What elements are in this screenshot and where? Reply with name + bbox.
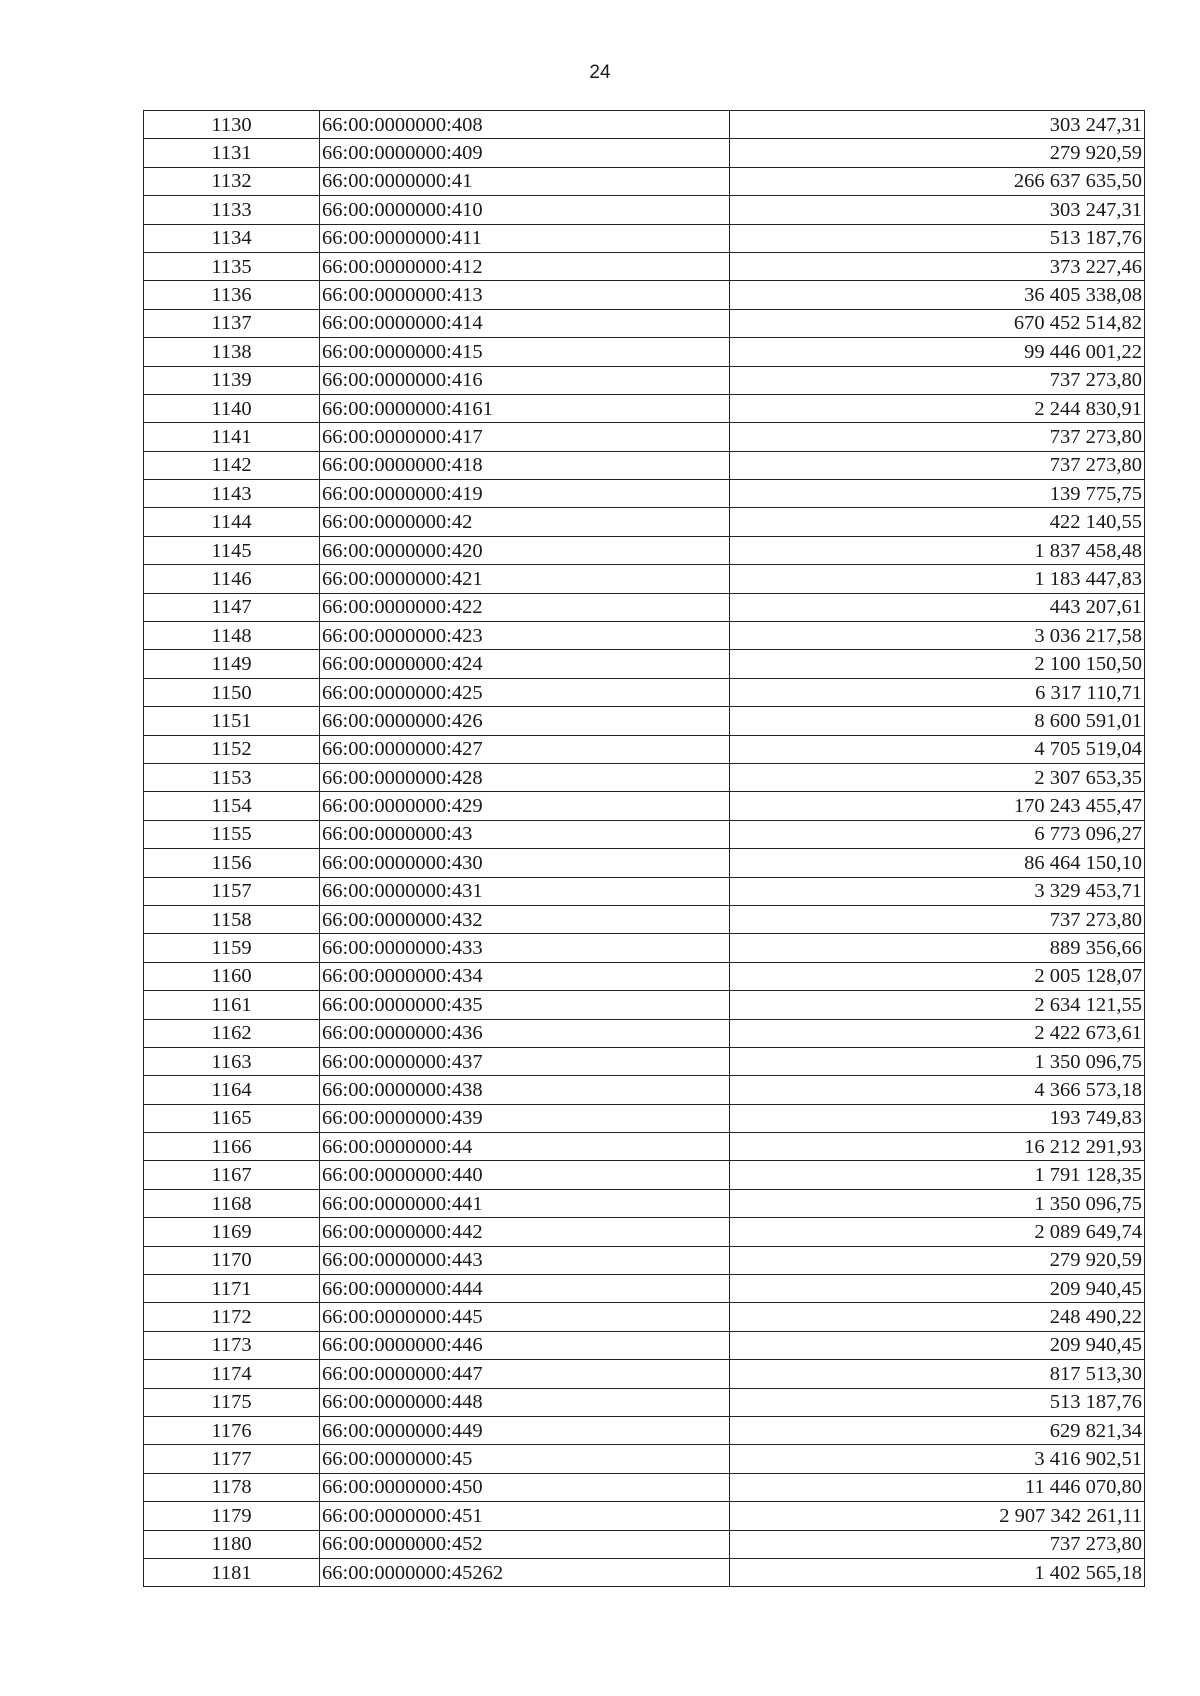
cadastral-number-cell: 66:00:0000000:452 (320, 1530, 730, 1558)
table-row (144, 792, 1145, 820)
cadastral-value-cell: 737 273,80 (730, 905, 1145, 933)
row-number-cell: 1153 (144, 763, 320, 791)
cadastral-value-cell: 11 446 070,80 (730, 1473, 1145, 1501)
cadastral-number-cell: 66:00:0000000:443 (320, 1246, 730, 1274)
cadastral-value-table (143, 110, 1145, 1587)
row-number-cell: 1135 (144, 252, 320, 280)
cadastral-number-cell: 66:00:0000000:436 (320, 1019, 730, 1047)
cadastral-number-cell: 66:00:0000000:423 (320, 622, 730, 650)
row-number-cell: 1130 (144, 111, 320, 139)
row-number-cell: 1143 (144, 480, 320, 508)
cadastral-number-cell: 66:00:0000000:451 (320, 1502, 730, 1530)
row-number-cell: 1154 (144, 792, 320, 820)
table-row (144, 1019, 1145, 1047)
table-row (144, 536, 1145, 564)
cadastral-value-cell: 670 452 514,82 (730, 309, 1145, 337)
row-number-cell: 1138 (144, 338, 320, 366)
cadastral-number-cell: 66:00:0000000:45262 (320, 1558, 730, 1586)
cadastral-number-cell: 66:00:0000000:421 (320, 565, 730, 593)
cadastral-number-cell: 66:00:0000000:445 (320, 1303, 730, 1331)
cadastral-value-cell: 817 513,30 (730, 1360, 1145, 1388)
table-row (144, 565, 1145, 593)
table-row (144, 1246, 1145, 1274)
cadastral-number-cell: 66:00:0000000:411 (320, 224, 730, 252)
table-row (144, 1416, 1145, 1444)
row-number-cell: 1149 (144, 650, 320, 678)
table-row (144, 1360, 1145, 1388)
row-number-cell: 1131 (144, 139, 320, 167)
cadastral-number-cell: 66:00:0000000:4161 (320, 394, 730, 422)
table-row (144, 1104, 1145, 1132)
cadastral-number-cell: 66:00:0000000:442 (320, 1218, 730, 1246)
cadastral-value-cell: 248 490,22 (730, 1303, 1145, 1331)
row-number-cell: 1139 (144, 366, 320, 394)
cadastral-value-cell: 170 243 455,47 (730, 792, 1145, 820)
table-row (144, 1076, 1145, 1104)
table-row (144, 366, 1145, 394)
cadastral-number-cell: 66:00:0000000:43 (320, 820, 730, 848)
cadastral-value-cell: 209 940,45 (730, 1331, 1145, 1359)
cadastral-value-cell: 1 350 096,75 (730, 1047, 1145, 1075)
cadastral-value-cell: 2 634 121,55 (730, 991, 1145, 1019)
table-row (144, 678, 1145, 706)
cadastral-value-cell: 1 183 447,83 (730, 565, 1145, 593)
cadastral-number-cell: 66:00:0000000:420 (320, 536, 730, 564)
row-number-cell: 1165 (144, 1104, 320, 1132)
cadastral-value-cell: 266 637 635,50 (730, 167, 1145, 195)
cadastral-number-cell: 66:00:0000000:434 (320, 962, 730, 990)
cadastral-number-cell: 66:00:0000000:422 (320, 593, 730, 621)
cadastral-value-cell: 2 005 128,07 (730, 962, 1145, 990)
table-row (144, 1303, 1145, 1331)
row-number-cell: 1172 (144, 1303, 320, 1331)
row-number-cell: 1174 (144, 1360, 320, 1388)
row-number-cell: 1158 (144, 905, 320, 933)
cadastral-value-cell: 8 600 591,01 (730, 707, 1145, 735)
row-number-cell: 1159 (144, 934, 320, 962)
row-number-cell: 1164 (144, 1076, 320, 1104)
cadastral-value-cell: 99 446 001,22 (730, 338, 1145, 366)
table-row (144, 451, 1145, 479)
row-number-cell: 1156 (144, 849, 320, 877)
table-row (144, 281, 1145, 309)
cadastral-number-cell: 66:00:0000000:449 (320, 1416, 730, 1444)
table-row (144, 877, 1145, 905)
row-number-cell: 1150 (144, 678, 320, 706)
cadastral-number-cell: 66:00:0000000:416 (320, 366, 730, 394)
cadastral-value-cell: 1 350 096,75 (730, 1189, 1145, 1217)
row-number-cell: 1134 (144, 224, 320, 252)
cadastral-number-cell: 66:00:0000000:431 (320, 877, 730, 905)
cadastral-value-cell: 2 089 649,74 (730, 1218, 1145, 1246)
row-number-cell: 1146 (144, 565, 320, 593)
table-row (144, 224, 1145, 252)
cadastral-number-cell: 66:00:0000000:446 (320, 1331, 730, 1359)
table-row (144, 139, 1145, 167)
cadastral-value-cell: 4 366 573,18 (730, 1076, 1145, 1104)
cadastral-number-cell: 66:00:0000000:417 (320, 423, 730, 451)
cadastral-value-cell: 3 329 453,71 (730, 877, 1145, 905)
cadastral-value-cell: 3 416 902,51 (730, 1445, 1145, 1473)
row-number-cell: 1169 (144, 1218, 320, 1246)
cadastral-number-cell: 66:00:0000000:441 (320, 1189, 730, 1217)
cadastral-value-cell: 279 920,59 (730, 139, 1145, 167)
cadastral-number-cell: 66:00:0000000:432 (320, 905, 730, 933)
cadastral-value-cell: 2 907 342 261,11 (730, 1502, 1145, 1530)
cadastral-value-cell: 737 273,80 (730, 366, 1145, 394)
table-row (144, 394, 1145, 422)
table-row (144, 735, 1145, 763)
cadastral-number-cell: 66:00:0000000:426 (320, 707, 730, 735)
table-row (144, 593, 1145, 621)
row-number-cell: 1132 (144, 167, 320, 195)
table-row (144, 934, 1145, 962)
cadastral-number-cell: 66:00:0000000:439 (320, 1104, 730, 1132)
table-row (144, 309, 1145, 337)
cadastral-value-cell: 737 273,80 (730, 451, 1145, 479)
cadastral-value-cell: 193 749,83 (730, 1104, 1145, 1132)
row-number-cell: 1166 (144, 1133, 320, 1161)
cadastral-value-cell: 513 187,76 (730, 224, 1145, 252)
cadastral-value-cell: 4 705 519,04 (730, 735, 1145, 763)
cadastral-number-cell: 66:00:0000000:424 (320, 650, 730, 678)
cadastral-value-cell: 373 227,46 (730, 252, 1145, 280)
table-row (144, 1445, 1145, 1473)
table-row (144, 905, 1145, 933)
cadastral-number-cell: 66:00:0000000:427 (320, 735, 730, 763)
cadastral-value-cell: 303 247,31 (730, 196, 1145, 224)
cadastral-number-cell: 66:00:0000000:444 (320, 1275, 730, 1303)
table-row (144, 1388, 1145, 1416)
cadastral-number-cell: 66:00:0000000:437 (320, 1047, 730, 1075)
table-row (144, 1502, 1145, 1530)
table-row (144, 338, 1145, 366)
cadastral-value-cell: 513 187,76 (730, 1388, 1145, 1416)
cadastral-value-cell: 889 356,66 (730, 934, 1145, 962)
cadastral-value-cell: 86 464 150,10 (730, 849, 1145, 877)
cadastral-number-cell: 66:00:0000000:438 (320, 1076, 730, 1104)
cadastral-number-cell: 66:00:0000000:435 (320, 991, 730, 1019)
row-number-cell: 1171 (144, 1275, 320, 1303)
table-row (144, 763, 1145, 791)
cadastral-value-cell: 1 402 565,18 (730, 1558, 1145, 1586)
cadastral-number-cell: 66:00:0000000:419 (320, 480, 730, 508)
cadastral-value-cell: 36 405 338,08 (730, 281, 1145, 309)
table-row (144, 1218, 1145, 1246)
table-row (144, 1133, 1145, 1161)
row-number-cell: 1170 (144, 1246, 320, 1274)
cadastral-value-cell: 303 247,31 (730, 111, 1145, 139)
row-number-cell: 1157 (144, 877, 320, 905)
cadastral-number-cell: 66:00:0000000:410 (320, 196, 730, 224)
table-row (144, 508, 1145, 536)
table-row (144, 650, 1145, 678)
table-row (144, 622, 1145, 650)
cadastral-number-cell: 66:00:0000000:41 (320, 167, 730, 195)
row-number-cell: 1178 (144, 1473, 320, 1501)
table-row (144, 991, 1145, 1019)
cadastral-number-cell: 66:00:0000000:429 (320, 792, 730, 820)
cadastral-value-cell: 737 273,80 (730, 423, 1145, 451)
table-row (144, 962, 1145, 990)
table-row (144, 1473, 1145, 1501)
table-row (144, 1189, 1145, 1217)
cadastral-value-cell: 279 920,59 (730, 1246, 1145, 1274)
cadastral-number-cell: 66:00:0000000:447 (320, 1360, 730, 1388)
cadastral-value-cell: 6 773 096,27 (730, 820, 1145, 848)
table-row (144, 820, 1145, 848)
row-number-cell: 1133 (144, 196, 320, 224)
row-number-cell: 1144 (144, 508, 320, 536)
row-number-cell: 1173 (144, 1331, 320, 1359)
row-number-cell: 1161 (144, 991, 320, 1019)
row-number-cell: 1167 (144, 1161, 320, 1189)
cadastral-value-cell: 2 422 673,61 (730, 1019, 1145, 1047)
cadastral-value-cell: 1 837 458,48 (730, 536, 1145, 564)
table-row (144, 196, 1145, 224)
cadastral-value-cell: 629 821,34 (730, 1416, 1145, 1444)
row-number-cell: 1141 (144, 423, 320, 451)
cadastral-number-cell: 66:00:0000000:409 (320, 139, 730, 167)
table-row (144, 1558, 1145, 1586)
row-number-cell: 1181 (144, 1558, 320, 1586)
row-number-cell: 1176 (144, 1416, 320, 1444)
table-row (144, 849, 1145, 877)
cadastral-number-cell: 66:00:0000000:448 (320, 1388, 730, 1416)
cadastral-value-cell: 3 036 217,58 (730, 622, 1145, 650)
row-number-cell: 1163 (144, 1047, 320, 1075)
cadastral-value-cell: 737 273,80 (730, 1530, 1145, 1558)
row-number-cell: 1180 (144, 1530, 320, 1558)
row-number-cell: 1162 (144, 1019, 320, 1047)
cadastral-number-cell: 66:00:0000000:433 (320, 934, 730, 962)
table-row (144, 1047, 1145, 1075)
table-row (144, 480, 1145, 508)
cadastral-number-cell: 66:00:0000000:428 (320, 763, 730, 791)
row-number-cell: 1179 (144, 1502, 320, 1530)
row-number-cell: 1140 (144, 394, 320, 422)
cadastral-number-cell: 66:00:0000000:425 (320, 678, 730, 706)
cadastral-value-cell: 16 212 291,93 (730, 1133, 1145, 1161)
row-number-cell: 1137 (144, 309, 320, 337)
table-row (144, 111, 1145, 139)
row-number-cell: 1147 (144, 593, 320, 621)
table-row (144, 1161, 1145, 1189)
cadastral-number-cell: 66:00:0000000:415 (320, 338, 730, 366)
row-number-cell: 1177 (144, 1445, 320, 1473)
row-number-cell: 1160 (144, 962, 320, 990)
cadastral-value-cell: 1 791 128,35 (730, 1161, 1145, 1189)
row-number-cell: 1155 (144, 820, 320, 848)
cadastral-value-cell: 422 140,55 (730, 508, 1145, 536)
cadastral-value-cell: 6 317 110,71 (730, 678, 1145, 706)
cadastral-number-cell: 66:00:0000000:413 (320, 281, 730, 309)
cadastral-number-cell: 66:00:0000000:408 (320, 111, 730, 139)
cadastral-value-cell: 2 307 653,35 (730, 763, 1145, 791)
cadastral-number-cell: 66:00:0000000:44 (320, 1133, 730, 1161)
cadastral-number-cell: 66:00:0000000:440 (320, 1161, 730, 1189)
table-row (144, 707, 1145, 735)
cadastral-value-cell: 443 207,61 (730, 593, 1145, 621)
cadastral-number-cell: 66:00:0000000:430 (320, 849, 730, 877)
cadastral-number-cell: 66:00:0000000:412 (320, 252, 730, 280)
row-number-cell: 1168 (144, 1189, 320, 1217)
cadastral-number-cell: 66:00:0000000:42 (320, 508, 730, 536)
cadastral-number-cell: 66:00:0000000:45 (320, 1445, 730, 1473)
page-number: 24 (589, 62, 611, 83)
cadastral-value-cell: 209 940,45 (730, 1275, 1145, 1303)
cadastral-number-cell: 66:00:0000000:418 (320, 451, 730, 479)
table-row (144, 167, 1145, 195)
cadastral-number-cell: 66:00:0000000:450 (320, 1473, 730, 1501)
row-number-cell: 1145 (144, 536, 320, 564)
table-row (144, 1331, 1145, 1359)
row-number-cell: 1148 (144, 622, 320, 650)
cadastral-value-cell: 2 244 830,91 (730, 394, 1145, 422)
table-row (144, 1275, 1145, 1303)
cadastral-number-cell: 66:00:0000000:414 (320, 309, 730, 337)
cadastral-value-cell: 139 775,75 (730, 480, 1145, 508)
row-number-cell: 1142 (144, 451, 320, 479)
row-number-cell: 1151 (144, 707, 320, 735)
table-body (144, 111, 1145, 1587)
cadastral-value-cell: 2 100 150,50 (730, 650, 1145, 678)
table-row (144, 252, 1145, 280)
row-number-cell: 1152 (144, 735, 320, 763)
table-row (144, 423, 1145, 451)
row-number-cell: 1175 (144, 1388, 320, 1416)
row-number-cell: 1136 (144, 281, 320, 309)
table-row (144, 1530, 1145, 1558)
